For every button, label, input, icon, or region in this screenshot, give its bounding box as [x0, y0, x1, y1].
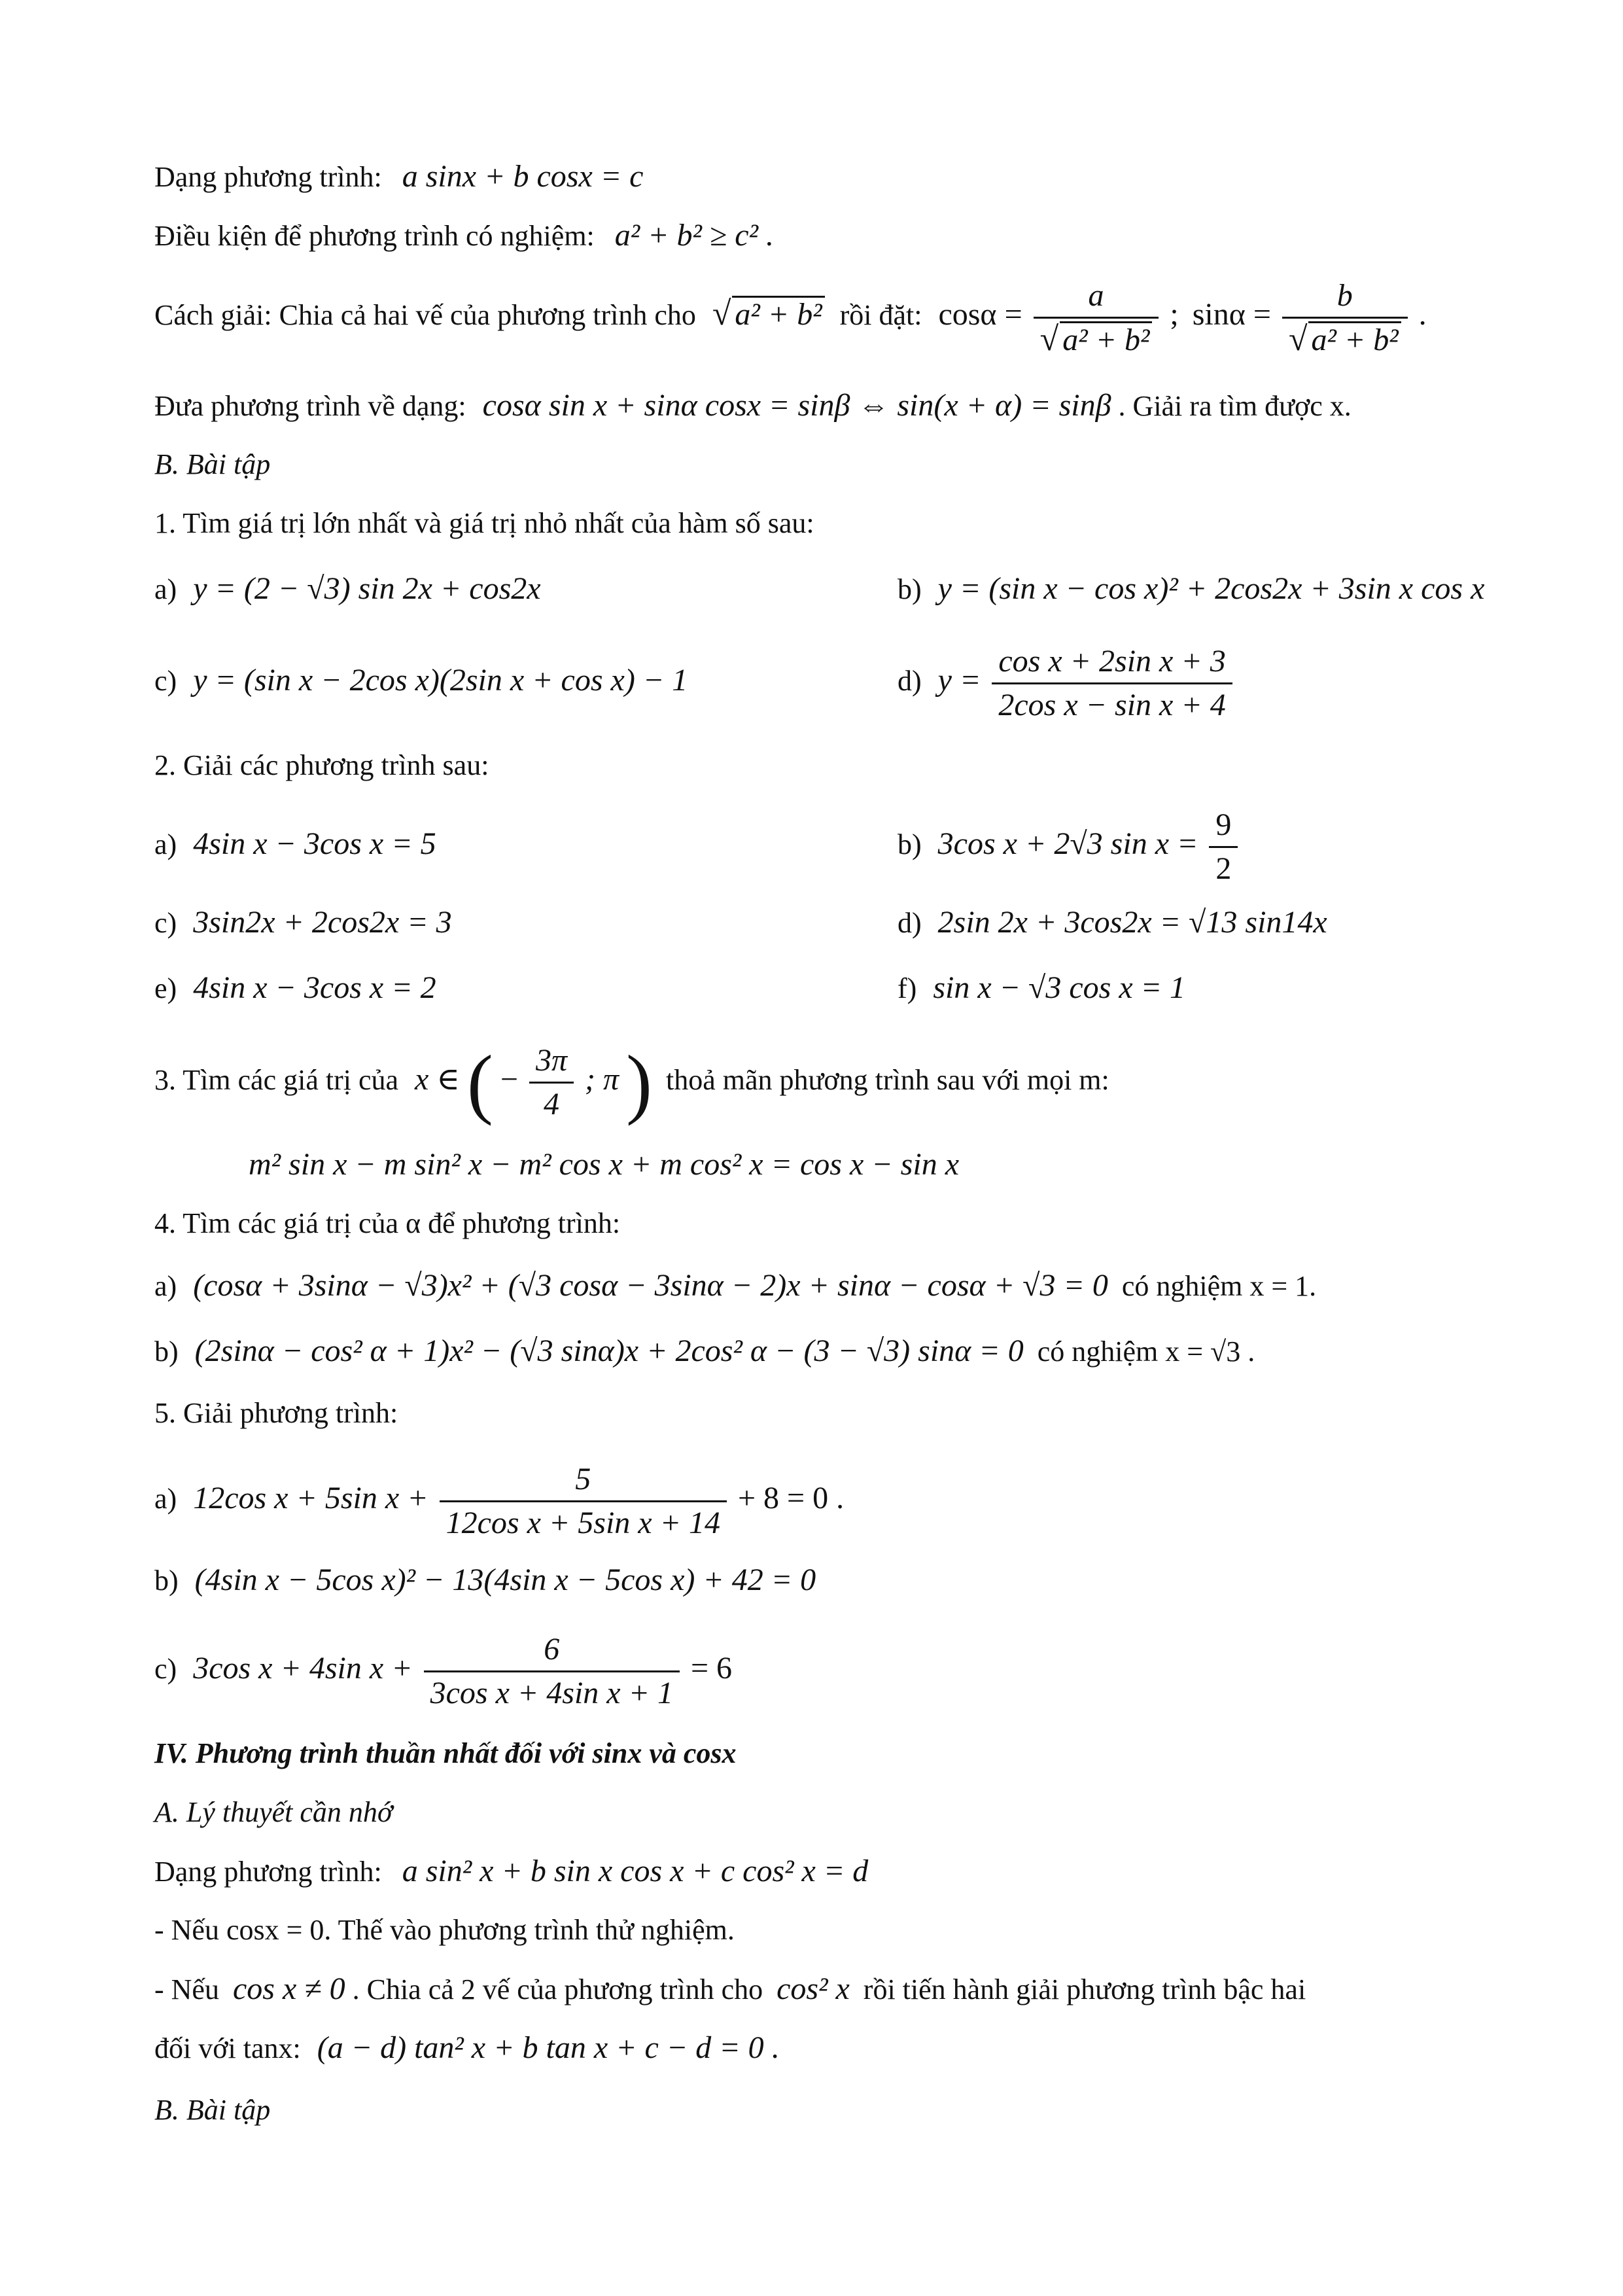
q3-end: thoả mãn phương trình sau với mọi m: — [665, 1064, 1109, 1096]
q2f-equation: sin x − √3 cos x = 1 — [933, 970, 1186, 1005]
q1b-equation: y = (sin x − cos x)² + 2cos2x + 3sin x cos x — [937, 571, 1485, 606]
case2b-end: . — [771, 2030, 779, 2065]
q5a-label: a) — [154, 1483, 177, 1515]
q4b-line — [154, 1332, 1255, 1371]
iv-form-line — [154, 1852, 868, 1892]
q1-text: 1. Tìm giá trị lớn nhất và giá trị nhỏ nhất của hàm số sau: — [154, 507, 814, 539]
q3-line — [154, 1034, 1109, 1126]
case2-mid: . Chia cả 2 vế của phương trình cho — [352, 1973, 763, 2005]
iv-form-label: Dạng phương trình: — [154, 1856, 382, 1888]
q5a-lhs: 12cos x + 5sin x + — [193, 1481, 428, 1515]
section-iv-title: IV. Phương trình thuần nhất đối với sinx và cosx — [154, 1737, 737, 1769]
q3-set: x ∈ — [415, 1062, 460, 1097]
q2d-equation: 2sin 2x + 3cos2x = √13 sin14x — [937, 905, 1327, 940]
q5-text: 5. Giải phương trình: — [154, 1397, 398, 1429]
q3-equation-line — [249, 1145, 959, 1185]
q3-pi: ; π — [584, 1062, 620, 1097]
q1a-equation: y = (2 − √3) sin 2x + cos2x — [193, 571, 541, 606]
sin-denominator: a² + b² — [1308, 321, 1401, 357]
q4b-label: b) — [154, 1335, 179, 1368]
case2b-start: đối với tanx: — [154, 2032, 301, 2064]
q2e-equation: 4sin x − 3cos x = 2 — [193, 970, 436, 1005]
method-then: rồi đặt: — [839, 299, 922, 331]
left-paren: ( — [466, 1038, 493, 1126]
cos-numerator: a — [1034, 277, 1159, 319]
form-line — [154, 157, 643, 197]
q2a-label: a) — [154, 828, 177, 860]
q5a-line — [154, 1453, 844, 1545]
q2f-label: f) — [898, 972, 917, 1004]
condition-label: Điều kiện để phương trình có nghiệm: — [154, 220, 595, 252]
q3-equation: m² sin x − m sin² x − m² cos x + m cos² x = cos x − sin x — [249, 1147, 959, 1182]
q1a-label: a) — [154, 573, 177, 605]
q3-numerator: 3π — [529, 1042, 574, 1084]
q5c-rhs: = 6 — [690, 1651, 733, 1686]
q2a-equation: 4sin x − 3cos x = 5 — [193, 826, 436, 861]
q2-row-ef — [154, 968, 1186, 1008]
q2b-fraction — [1209, 807, 1238, 887]
q5a-fraction — [440, 1461, 727, 1542]
exercises-heading: B. Bài tập — [154, 448, 271, 480]
q5c-fraction — [424, 1631, 680, 1712]
reduce-equation: cosα sin x + sinα cosx = sinβ ⇔ sin(x + α) = sinβ — [482, 388, 1111, 423]
q2c-label: c) — [154, 907, 177, 939]
q1-row-ab — [154, 569, 1485, 609]
cos-lhs: cosα = — [938, 297, 1022, 332]
theory-heading: A. Lý thuyết cần nhớ — [154, 1796, 393, 1828]
q1d-numerator: cos x + 2sin x + 3 — [992, 643, 1232, 684]
q5b-label: b) — [154, 1564, 179, 1597]
q1d-lhs: y = — [937, 663, 981, 698]
cos-fraction: $\frac{a}{\text{√ a² + b²}}$ — [1034, 277, 1159, 359]
sin-fraction: $\frac{b}{\text{√ a² + b²}}$ — [1282, 277, 1408, 359]
reduce-end: . Giải ra tìm được x. — [1118, 390, 1352, 422]
condition-line — [154, 216, 774, 256]
q3-denominator: 4 — [543, 1087, 559, 1122]
q4b-end: có nghiệm x = √3 . — [1037, 1335, 1255, 1368]
case2b-line — [154, 2028, 779, 2068]
case2-divisor: cos² x — [777, 1971, 850, 2006]
q2-row-cd — [154, 903, 1327, 943]
q5b-equation: (4sin x − 5cos x)² − 13(4sin x − 5cos x) + 42 = 0 — [194, 1563, 816, 1597]
end-dot: . — [1418, 297, 1427, 332]
form-equation: a sinx + b cosx = c — [402, 159, 644, 194]
q4a-equation: (cosα + 3sinα − √3)x² + (√3 cosα − 3sinα − 2)x + sinα − cosα + √3 = 0 — [193, 1268, 1108, 1303]
q2d-label: d) — [898, 907, 922, 939]
q4b-equation: (2sinα − cos² α + 1)x² − (√3 sinα)x + 2cos² α − (3 − √3) sinα = 0 — [194, 1333, 1024, 1368]
q2-text: 2. Giải các phương trình sau: — [154, 749, 489, 781]
q5c-label: c) — [154, 1653, 177, 1685]
q1c-equation: y = (sin x − 2cos x)(2sin x + cos x) − 1 — [193, 663, 688, 698]
cos-denominator: a² + b² — [1060, 321, 1152, 357]
iv-exercise-heading: B. Bài tập — [154, 2094, 271, 2126]
q5c-numerator: 6 — [424, 1631, 680, 1672]
q4a-line — [154, 1266, 1316, 1306]
q4-label: 4. Tìm các giá trị của α để phương trình: — [154, 1207, 621, 1239]
q2b-label: b) — [898, 828, 922, 860]
q1d-denominator: 2cos x − sin x + 4 — [998, 688, 1226, 723]
q5c-denominator: 3cos x + 4sin x + 1 — [430, 1676, 673, 1711]
q2e-label: e) — [154, 972, 177, 1004]
form-label: Dạng phương trình: — [154, 161, 382, 193]
q5c-line — [154, 1623, 732, 1715]
q4a-end: có nghiệm x = 1. — [1121, 1270, 1317, 1302]
q2-row-ab — [154, 805, 1232, 887]
q1-row-cd — [154, 641, 1226, 723]
q1d-label: d) — [898, 665, 922, 697]
iv-form-equation: a sin² x + b sin x cos x + c cos² x = d — [402, 1854, 869, 1888]
q5a-rhs: + 8 = 0 . — [737, 1481, 845, 1515]
q5a-denominator: 12cos x + 5sin x + 14 — [445, 1506, 720, 1541]
method-label: Cách giải: Chia cả hai vế của phương trình cho — [154, 299, 696, 331]
case2-end: rồi tiến hành giải phương trình bậc hai — [863, 1973, 1306, 2005]
method-sqrt: a² + b² — [732, 296, 824, 332]
q4-text — [154, 1204, 620, 1243]
case2b-equation: (a − d) tan² x + b tan x + c − d = 0 — [317, 2030, 764, 2065]
q5a-numerator: 5 — [440, 1461, 727, 1502]
case2-condition: cos x ≠ 0 — [232, 1971, 345, 2006]
reduce-line — [154, 386, 1352, 426]
q5b-line — [154, 1561, 816, 1600]
q1c-label: c) — [154, 665, 177, 697]
q5c-lhs: 3cos x + 4sin x + — [193, 1651, 413, 1686]
q2b-numerator: 9 — [1209, 807, 1238, 848]
semicolon: ; — [1170, 297, 1179, 332]
q1b-label: b) — [898, 573, 922, 605]
q4a-label: a) — [154, 1270, 177, 1302]
method-line: Cách giải: Chia cả hai vế của phương trình cho √ a² + b² rồi đặt: cosα = $\frac{a}{\text{√ a² + b²}}$ ; sinα = $\frac{b}{\text{√ a² + b²}}$ . — [154, 277, 1427, 358]
case1-line: - Nếu cosx = 0. Thế vào phương trình thử nghiệm. — [154, 1914, 735, 1946]
q1d-fraction — [992, 643, 1232, 724]
q2b-lhs: 3cos x + 2√3 sin x = — [937, 826, 1198, 861]
sin-numerator: b — [1282, 277, 1408, 319]
reduce-label: Đưa phương trình về dạng: — [154, 390, 466, 422]
q3-fraction — [529, 1042, 574, 1123]
q2c-equation: 3sin2x + 2cos2x = 3 — [193, 905, 452, 940]
case2-line — [154, 1969, 1306, 2009]
right-paren: ) — [626, 1038, 652, 1126]
q3-minus: − — [500, 1062, 518, 1097]
condition-equation: a² + b² ≥ c² . — [614, 218, 774, 253]
q2b-denominator: 2 — [1215, 851, 1232, 887]
sin-lhs: sinα = — [1192, 297, 1271, 332]
case2-start: - Nếu — [154, 1973, 219, 2005]
q3-start: 3. Tìm các giá trị của — [154, 1064, 399, 1096]
